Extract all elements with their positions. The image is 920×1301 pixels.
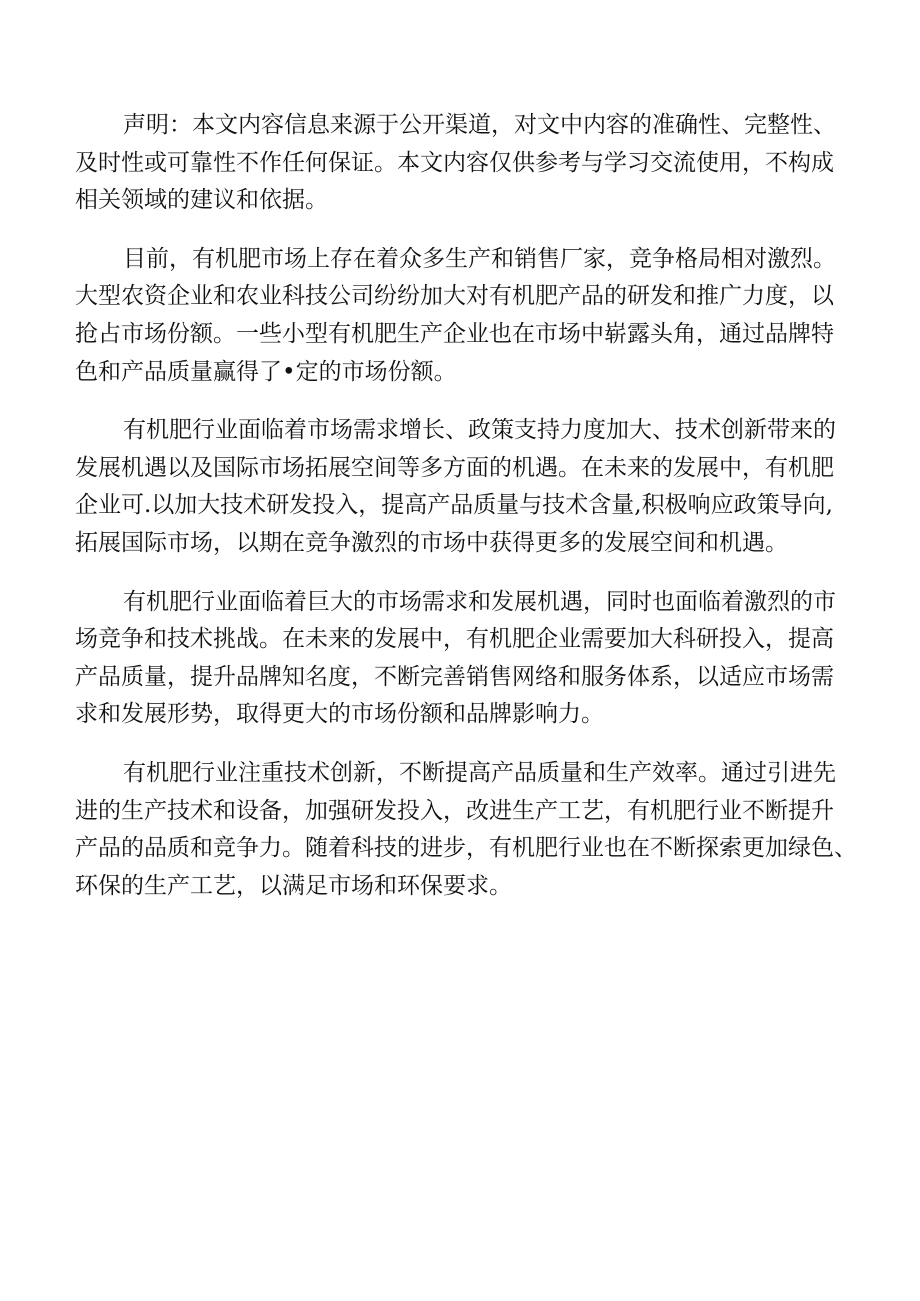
paragraph-innovation <box>75 755 857 905</box>
text-line: 拓展国际市场，以期在竞争激烈的市场中获得更多的发展空间和机遇。 <box>75 529 788 556</box>
text-line: 发展机遇以及国际市场拓展空间等多方面的机遇。在未来的发展中，有机肥 <box>75 454 834 481</box>
document-body <box>75 107 857 926</box>
text-line: 求和发展形势，取得更大的市场份额和品牌影响力。 <box>75 701 604 728</box>
text-line: 企业可.以加大技术研发投入，提高产品质量与技术含量,积极响应政策导向, <box>75 492 833 519</box>
paragraph-market-competition <box>75 241 845 391</box>
text-line: 场竞争和技术挑战。在未来的发展中，有机肥企业需要加大科研投入，提高 <box>75 626 834 653</box>
text-line: 及时性或可靠性不作任何保证。本文内容仅供参考与学习交流使用，不构成 <box>75 149 834 176</box>
text-line: 抢占市场份额。一些小型有机肥生产企业也在市场中崭露头角，通过品牌特 <box>75 320 834 347</box>
text-line: 大型农资企业和农业科技公司纷纷加大对有机肥产品的研发和推广力度，以 <box>75 283 834 310</box>
text-line: 产品质量，提升品牌知名度，不断完善销售网络和服务体系，以适应市场需 <box>75 663 834 690</box>
paragraph-disclaimer <box>75 107 845 220</box>
text-line: 相关领域的建议和依据。 <box>75 187 328 214</box>
text-line: 有机肥行业面临着巨大的市场需求和发展机遇，同时也面临着激烈的市 <box>123 588 836 615</box>
text-line: 目前，有机肥市场上存在着众多生产和销售厂家，竞争格局相对激烈。 <box>123 245 836 272</box>
text-line: 有机肥行业面临着市场需求增长、政策支持力度加大、技术创新带来的 <box>123 417 836 444</box>
paragraph-challenges <box>75 584 845 734</box>
text-line: 色和产品质量赢得了•定的市场份额。 <box>75 358 457 385</box>
text-line: 环保的生产工艺，以满足市场和环保要求。 <box>75 872 512 899</box>
text-line: 声明：本文内容信息来源于公开渠道，对文中内容的准确性、完整性、 <box>123 112 836 138</box>
text-line: 产品的品质和竞争力。随着科技的进步，有机肥行业也在不断探索更加绿色、 <box>75 835 857 862</box>
text-line: 进的生产技术和设备，加强研发投入，改进生产工艺，有机肥行业不断提升 <box>75 797 834 824</box>
text-line: 有机肥行业注重技术创新，不断提高产品质量和生产效率。通过引进先 <box>123 759 836 786</box>
paragraph-opportunities <box>75 412 845 562</box>
